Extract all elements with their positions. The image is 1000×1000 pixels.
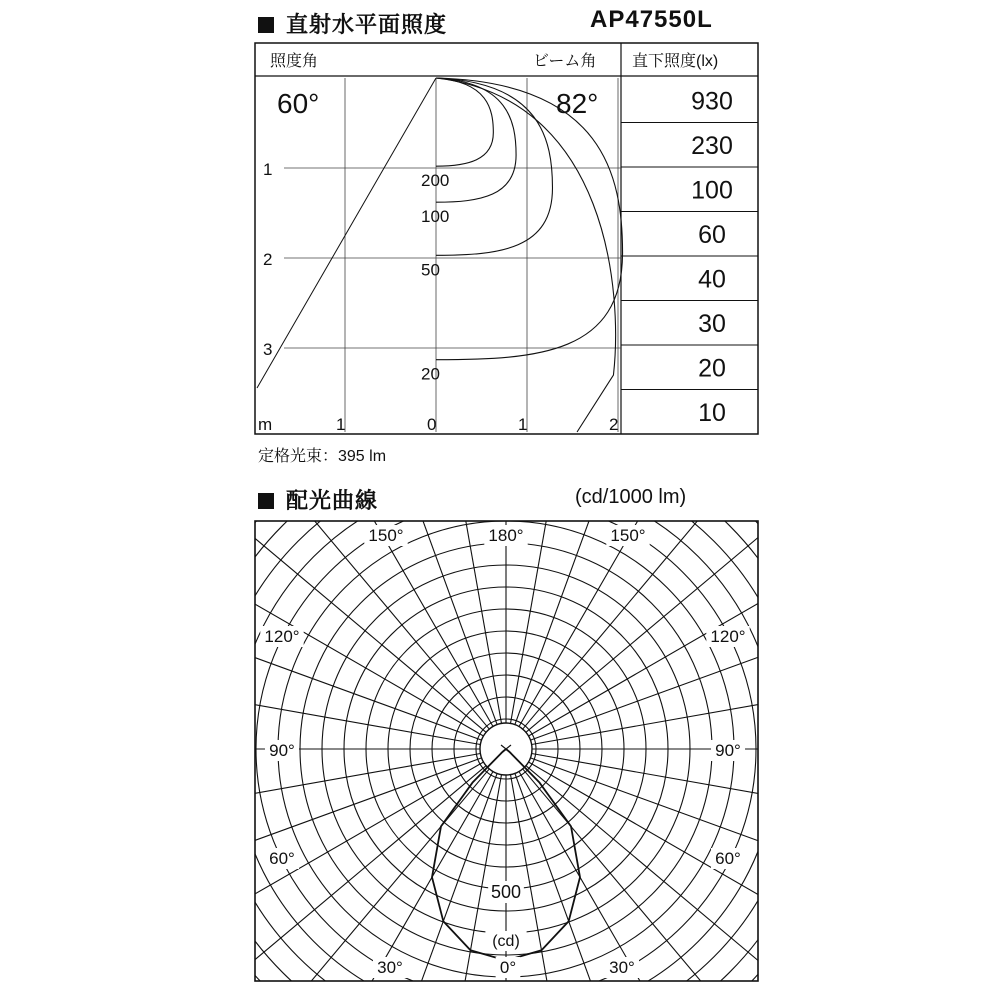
angle-spoke [530,758,881,886]
angle-spoke [160,549,484,736]
section1-title: 直射水平面照度 [286,12,448,37]
table-cell-value: 10 [698,398,726,427]
angle-spoke [529,549,853,736]
x-tick-label: 2 [609,415,619,434]
illum-angle-value: 60° [277,88,320,119]
table-cell-value: 60 [698,220,726,249]
radial-value-label: 500 [490,882,522,902]
isolux-label: 200 [421,171,450,191]
angle-label: 30° [377,958,403,977]
angle-spoke [530,612,881,740]
angle-spoke [112,680,480,745]
angle-label: 180° [488,526,524,545]
y-tick-label: 2 [263,250,273,269]
angle-label: 60° [715,849,741,868]
table-cell-value: 230 [691,131,733,160]
angle-spoke [249,443,489,730]
x-tick-label: 1 [518,415,528,434]
angle-label: 150° [368,526,404,545]
angle-label: 90° [715,741,741,760]
rated-flux-note: 定格光束：395 lm [258,448,387,465]
angle-label: 60° [269,849,295,868]
angle-spoke [160,762,484,949]
angle-spoke [369,373,497,724]
angle-spoke [532,754,900,819]
angle-spoke [130,758,481,886]
angle-spoke [529,762,853,949]
angle-spoke [200,492,487,732]
angle-spoke [526,766,813,1000]
angle-spoke [306,403,493,727]
table-cell-value: 40 [698,265,726,294]
radial-unit-label: (cd) [492,933,520,950]
angle-label: 150° [610,526,646,545]
angle-spoke [515,373,646,724]
angle-label: 30° [609,958,635,977]
angle-spoke [112,754,480,819]
table-cell-value: 930 [691,87,733,116]
section2-title: 配光曲線 [286,488,379,513]
angle-spoke [523,443,763,730]
x-tick-label: 0 [427,415,437,434]
y-tick-label: 3 [263,340,273,359]
header-right: 直下照度(lx) [632,53,719,70]
beam-angle-value: 82° [556,88,599,119]
table-cell-value: 20 [698,354,726,383]
angle-spoke [519,403,706,727]
angle-spoke [526,492,813,732]
model-number: AP47550L [590,6,713,33]
y-axis-unit: m [258,415,273,434]
table-cell-value: 100 [691,176,733,205]
isolux-label: 100 [421,207,450,227]
polar-unit: (cd/1000 lm) [575,486,687,508]
angle-label: 90° [269,741,295,760]
header-left: 照度角 [270,53,319,70]
angle-label: 120° [710,627,746,646]
header-mid: ビーム角 [533,53,597,70]
angle-spoke [200,766,487,1000]
table-cell-value: 30 [698,309,726,338]
isolux-label: 20 [421,364,440,384]
angle-label: 120° [264,627,300,646]
x-tick-label: 1 [336,415,346,434]
angle-spoke [532,680,900,745]
isolux-label: 50 [421,260,440,280]
angle-spoke [130,612,481,740]
angle-label: 0° [499,958,517,977]
y-tick-label: 1 [263,160,273,179]
